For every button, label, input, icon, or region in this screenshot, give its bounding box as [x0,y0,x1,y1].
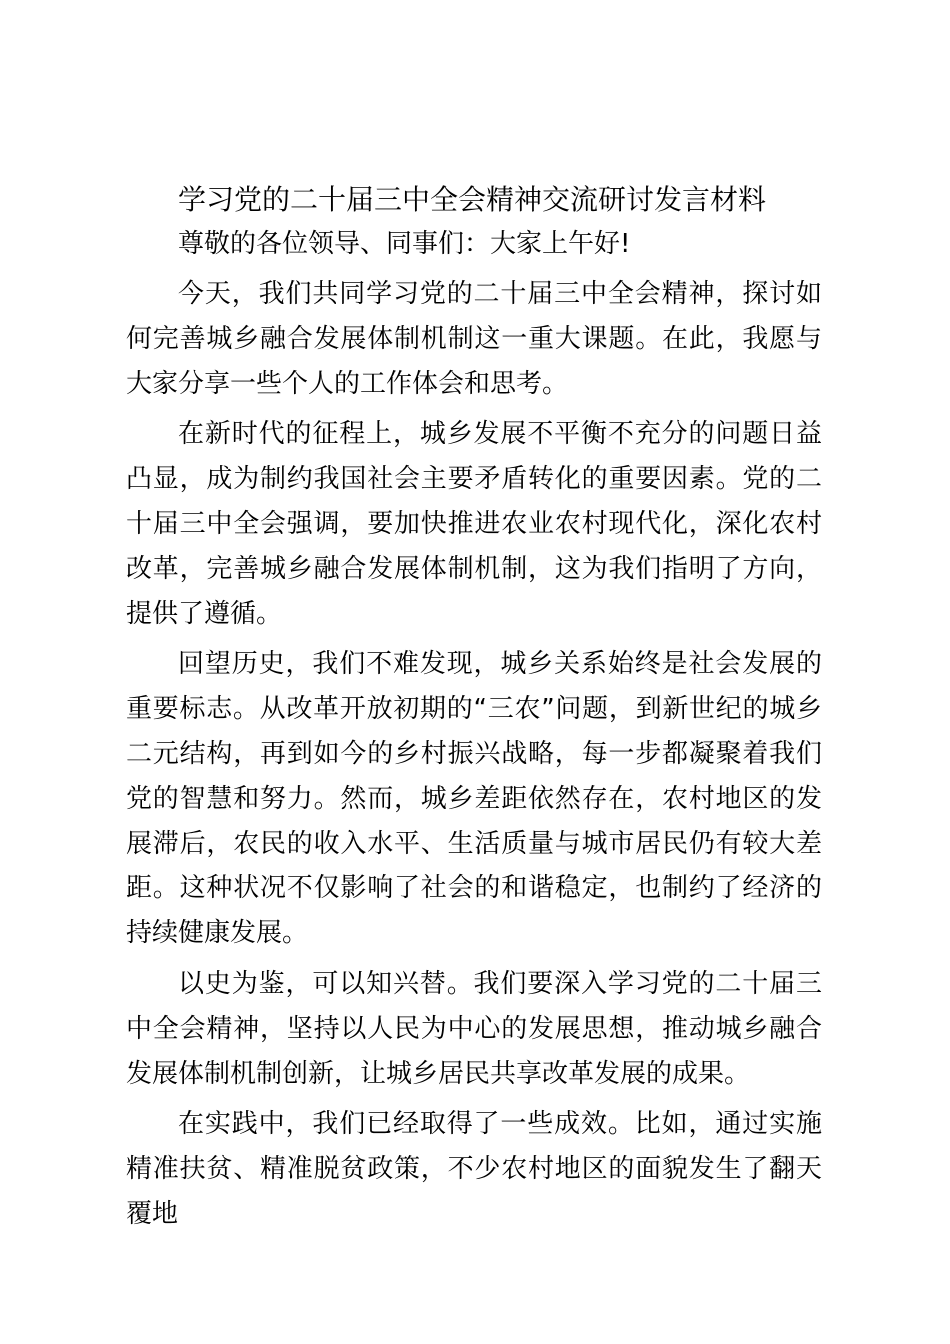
paragraph-1: 今天，我们共同学习党的二十届三中全会精神，探讨如何完善城乡融合发展体制机制这一重大课题。在此，我愿与大家分享一些个人的工作体会和思考。 [126,279,822,399]
document-body [126,178,822,1237]
paragraph-5: 在实践中，我们已经取得了一些成效。比如，通过实施精准扶贫、精准脱贫政策，不少农村地区的面貌发生了翻天覆地 [126,1109,822,1229]
document-title: 学习党的二十届三中全会精神交流研讨发言材料 [178,183,767,216]
paragraph-4: 以史为鉴，可以知兴替。我们要深入学习党的二十届三中全会精神，坚持以人民为中心的发展思想，推动城乡融合发展体制机制创新，让城乡居民共享改革发展的成果。 [126,968,822,1089]
greeting-line: 尊敬的各位领导、同事们：大家上午好! [178,229,631,259]
paragraph-3: 回望历史，我们不难发现，城乡关系始终是社会发展的重要标志。从改革开放初期的“三农”问题，到新世纪的城乡二元结构，再到如今的乡村振兴战略，每一步都凝聚着我们党的智慧和努力。然而，城乡差距依然存在，农村地区的发展滞后，农民的收入水平、生活质量与城市居民仍有较大差距。这种状况不仅影响了社会的和谐稳定，也制约了经济的持续健康发展。 [126,649,822,949]
paragraph-2: 在新时代的征程上，城乡发展不平衡不充分的问题日益凸显，成为制约我国社会主要矛盾转化的重要因素。党的二十届三中全会强调，要加快推进农业农村现代化，深化农村改革，完善城乡融合发展体制机制，这为我们指明了方向，提供了遵循。 [126,419,822,629]
